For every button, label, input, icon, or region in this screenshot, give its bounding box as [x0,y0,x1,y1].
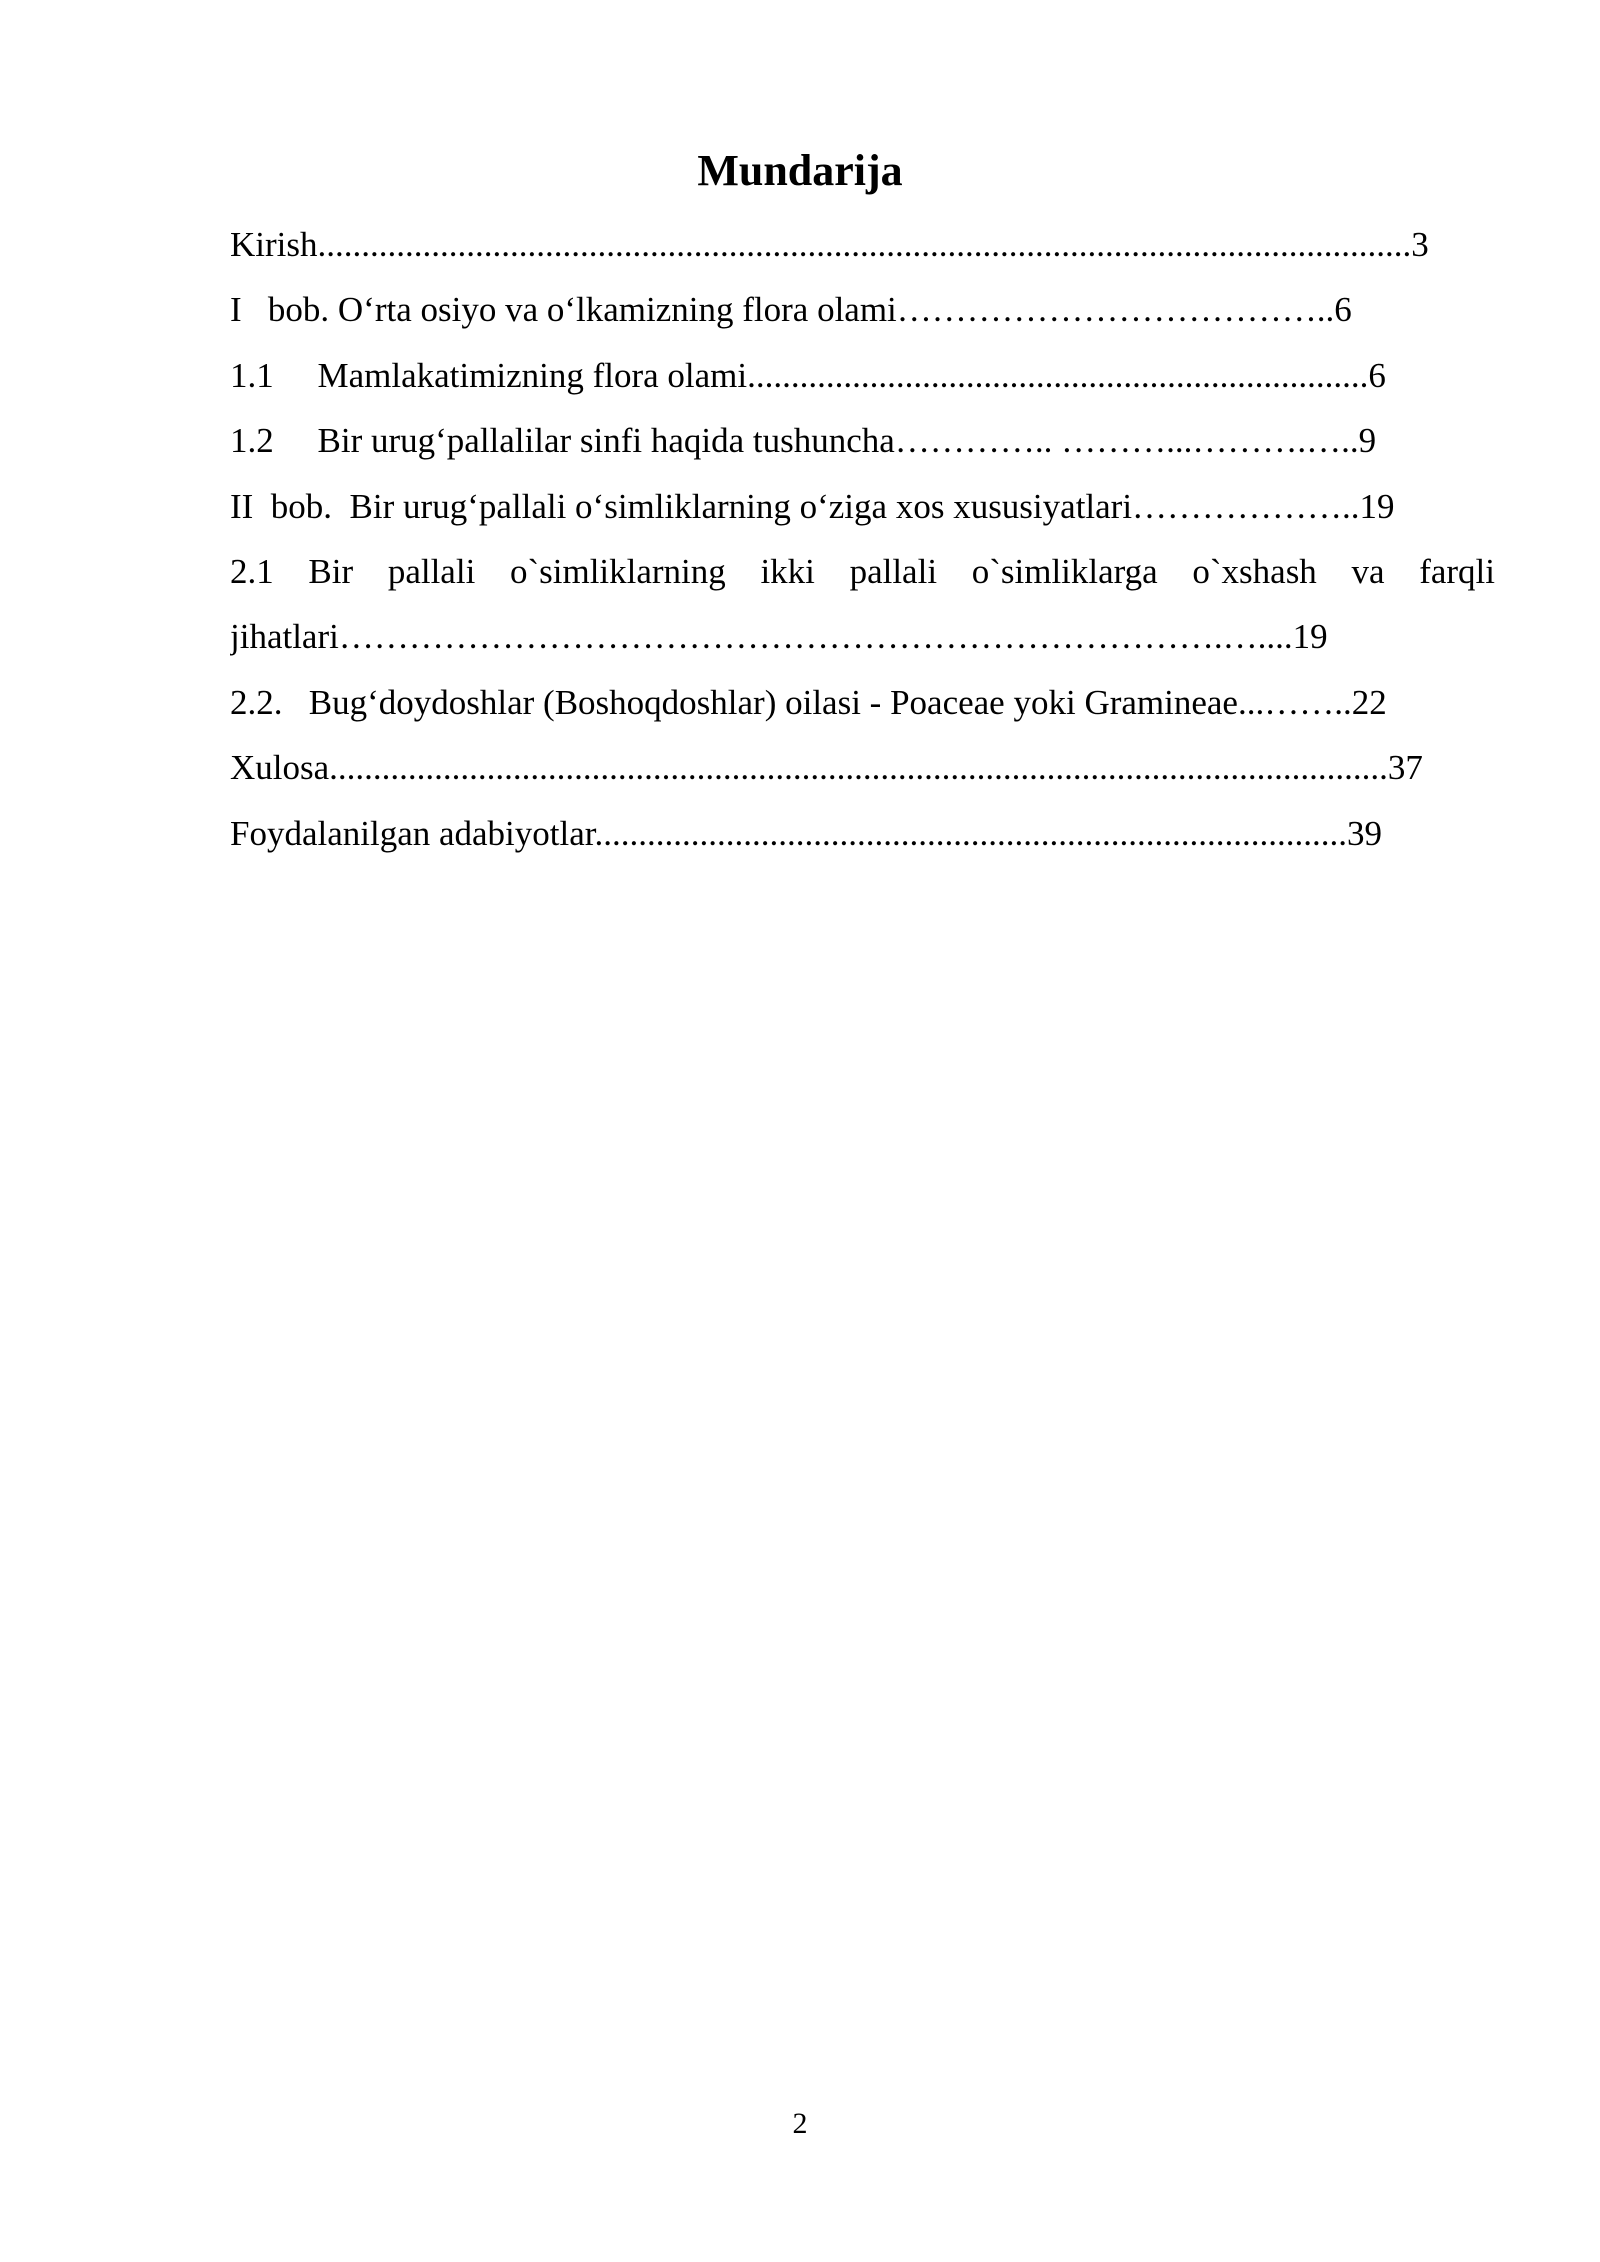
toc-entry-chapter-2: II bob. Bir urug‘pallali o‘simliklarning o‘ziga xos xususiyatlari………………..19 [230,486,1395,526]
toc-entry-section-1-2: 1.2 Bir urug‘pallalilar sinfi haqida tushuncha………….. ………...……….…..9 [230,421,1377,461]
page-title: Mundarija [697,146,903,195]
toc-entry-section-2-1-continued: jihatlari………………………………………………………………….…....19 [230,617,1328,657]
toc-entry-references: Foydalanilgan adabiyotlar......................................................................................39 [230,813,1382,853]
toc-entry-section-2-1: 2.1 Bir pallali o`simliklarning ikki pallali o`simliklarga o`xshash va farqli [230,551,1495,591]
toc-entry-section-2-2: 2.2. Bug‘doydoshlar (Boshoqdoshlar) oilasi - Poaceae yoki Gramineae...……..22 [230,682,1387,722]
toc-entry-conclusion: Xulosa.........................................................................................................................37 [230,748,1423,788]
toc-entry-section-1-1: 1.1 Mamlakatimizning flora olami.......................................................................6 [230,355,1386,395]
page-number: 2 [792,2107,808,2140]
toc-entry-chapter-1: I bob. O‘rta osiyo va o‘lkamizning flora olami………………………………..6 [230,290,1352,330]
toc-entry-introduction: Kirish.............................................................................................................................3 [230,225,1429,264]
table-of-contents [230,212,1495,866]
